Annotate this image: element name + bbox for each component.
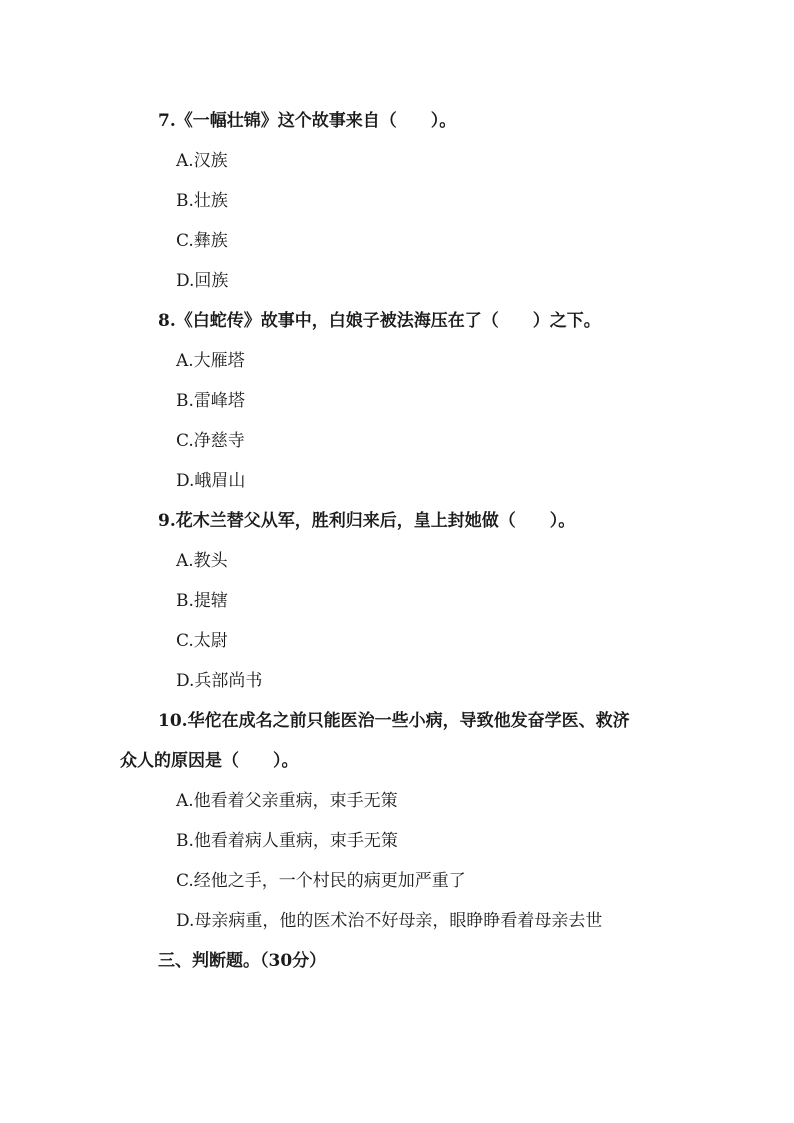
- question-9-option-b: B.提辖: [176, 591, 228, 611]
- question-9-stem: 9.花木兰替父从军，胜利归来后，皇上封她做（ ）。: [158, 511, 576, 531]
- question-10-option-c: C.经他之手，一个村民的病更加严重了: [176, 871, 466, 891]
- question-10-option-b: B.他看着病人重病，束手无策: [176, 831, 398, 851]
- question-9-option-c: C.太尉: [176, 631, 228, 651]
- question-8-option-b: B.雷峰塔: [176, 391, 245, 411]
- question-10-option-d: D.母亲病重，他的医术治不好母亲，眼睁睁看着母亲去世: [176, 911, 603, 931]
- section-title: 三、判断题。（30分）: [158, 951, 327, 971]
- question-8-stem: 8.《白蛇传》故事中，白娘子被法海压在了（ ）之下。: [158, 311, 601, 331]
- question-8-option-d: D.峨眉山: [176, 471, 246, 491]
- question-7-stem: 7.《一幅壮锦》这个故事来自（ ）。: [158, 111, 457, 131]
- question-9-option-d: D.兵部尚书: [176, 671, 263, 691]
- question-7-option-c: C.彝族: [176, 231, 228, 251]
- question-8-option-c: C.净慈寺: [176, 431, 245, 451]
- question-10-stem-line-1: 10.华佗在成名之前只能医治一些小病，导致他发奋学医、救济: [158, 711, 630, 731]
- question-7-option-b: B.壮族: [176, 191, 228, 211]
- question-10-stem-line-2: 众人的原因是（ ）。: [120, 751, 299, 771]
- question-7-option-d: D.回族: [176, 271, 229, 291]
- question-9-option-a: A.教头: [176, 551, 228, 571]
- question-8-option-a: A.大雁塔: [176, 351, 245, 371]
- question-7-option-a: A.汉族: [176, 151, 228, 171]
- question-10-option-a: A.他看着父亲重病，束手无策: [176, 791, 398, 811]
